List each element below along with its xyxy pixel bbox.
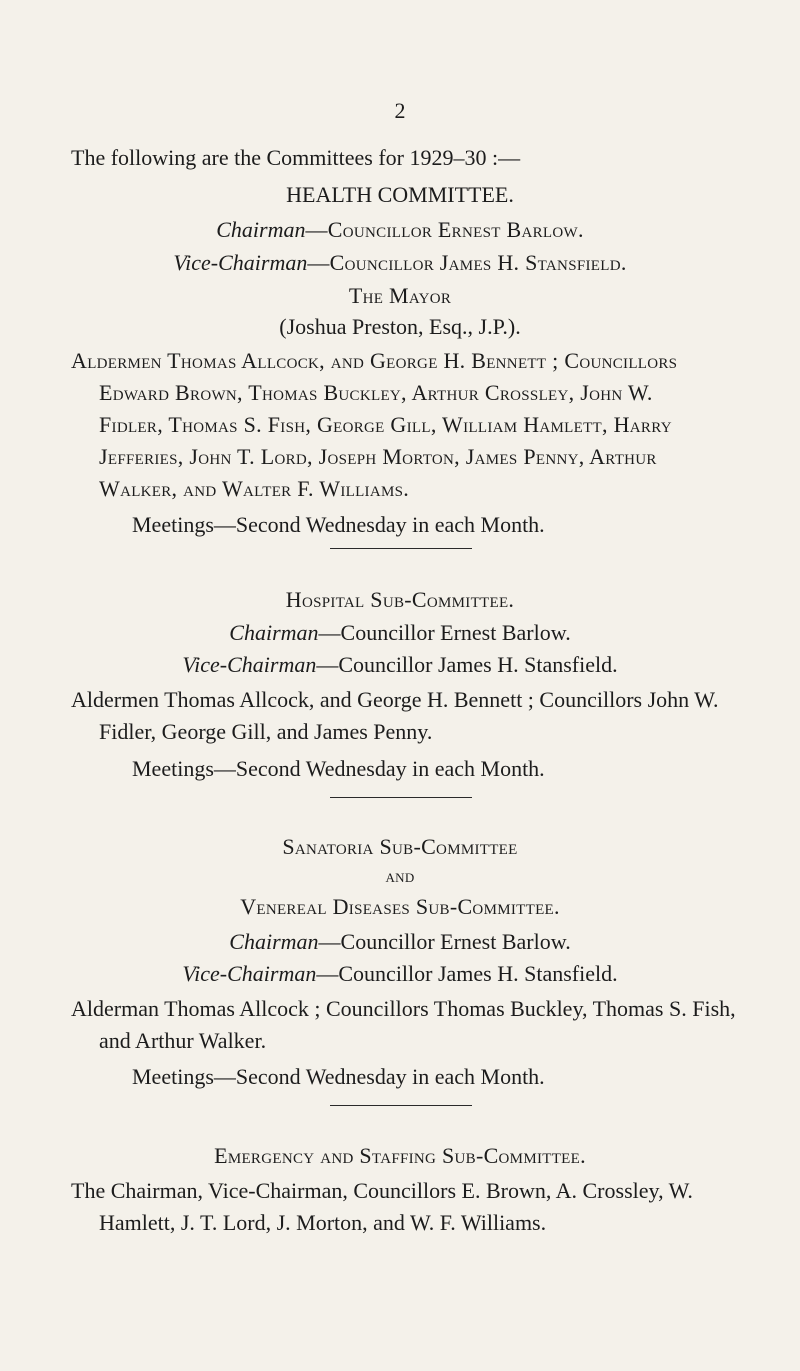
vice-chairman-name: —Councillor James H. Stansfield. bbox=[316, 652, 618, 677]
health-members-line-1: Aldermen Thomas Allcock, and George H. Bennett ; Councillors bbox=[71, 348, 678, 373]
divider bbox=[330, 1105, 472, 1106]
sanatoria-members-line-2: and Arthur Walker. bbox=[99, 1028, 267, 1053]
chairman-name: —Councillor Ernest Barlow. bbox=[305, 217, 584, 242]
chairman-name: —Councillor Ernest Barlow. bbox=[318, 929, 571, 954]
sanatoria-chairman bbox=[0, 929, 800, 955]
health-mayor: The Mayor bbox=[348, 283, 452, 308]
and-connector: and bbox=[385, 866, 415, 886]
health-members-line-4: Jefferies, John T. Lord, Joseph Morton, James Penny, Arthur bbox=[99, 444, 657, 469]
hospital-members-line-2: Fidler, George Gill, and James Penny. bbox=[99, 719, 433, 744]
vice-chairman-label: Vice-Chairman bbox=[182, 652, 317, 677]
health-mayor-name: (Joshua Preston, Esq., J.P.). bbox=[279, 314, 521, 339]
sanatoria-meetings: Meetings—Second Wednesday in each Month. bbox=[132, 1064, 545, 1089]
sanatoria-vice-chairman bbox=[0, 961, 800, 987]
emergency-members-line-2: Hamlett, J. T. Lord, J. Morton, and W. F. Williams. bbox=[99, 1210, 547, 1235]
intro-text: The following are the Committees for 1929–30 :— bbox=[71, 145, 521, 170]
venereal-heading: Venereal Diseases Sub-Committee. bbox=[240, 894, 560, 919]
health-members-line-2: Edward Brown, Thomas Buckley, Arthur Crossley, John W. bbox=[99, 380, 653, 405]
hospital-meetings: Meetings—Second Wednesday in each Month. bbox=[132, 756, 545, 781]
page-number: 2 bbox=[394, 98, 406, 123]
vice-chairman-label: Vice-Chairman bbox=[173, 250, 308, 275]
hospital-vice-chairman bbox=[0, 652, 800, 678]
chairman-name: —Councillor Ernest Barlow. bbox=[318, 620, 571, 645]
health-chairman bbox=[0, 217, 800, 243]
health-members-line-3: Fidler, Thomas S. Fish, George Gill, William Hamlett, Harry bbox=[99, 412, 672, 437]
hospital-members-line-1: Aldermen Thomas Allcock, and George H. Bennett ; Councillors John W. bbox=[71, 687, 719, 712]
health-committee-heading: HEALTH COMMITTEE. bbox=[286, 182, 514, 207]
divider bbox=[330, 548, 472, 549]
health-meetings: Meetings—Second Wednesday in each Month. bbox=[132, 512, 545, 537]
hospital-chairman bbox=[0, 620, 800, 646]
divider bbox=[330, 797, 472, 798]
sanatoria-members-line-1: Alderman Thomas Allcock ; Councillors Thomas Buckley, Thomas S. Fish, bbox=[71, 996, 736, 1021]
vice-chairman-name: —Councillor James H. Stansfield. bbox=[307, 250, 627, 275]
emergency-members-line-1: The Chairman, Vice-Chairman, Councillors E. Brown, A. Crossley, W. bbox=[71, 1178, 693, 1203]
chairman-label: Chairman bbox=[216, 217, 306, 242]
vice-chairman-name: —Councillor James H. Stansfield. bbox=[316, 961, 618, 986]
emergency-heading: Emergency and Staffing Sub-Committee. bbox=[214, 1143, 586, 1168]
health-vice-chairman bbox=[0, 250, 800, 276]
chairman-label: Chairman bbox=[229, 929, 319, 954]
vice-chairman-label: Vice-Chairman bbox=[182, 961, 317, 986]
health-members-line-5: Walker, and Walter F. Williams. bbox=[99, 476, 410, 501]
hospital-heading: Hospital Sub-Committee. bbox=[285, 587, 515, 612]
chairman-label: Chairman bbox=[229, 620, 319, 645]
sanatoria-heading: Sanatoria Sub-Committee bbox=[282, 834, 518, 859]
